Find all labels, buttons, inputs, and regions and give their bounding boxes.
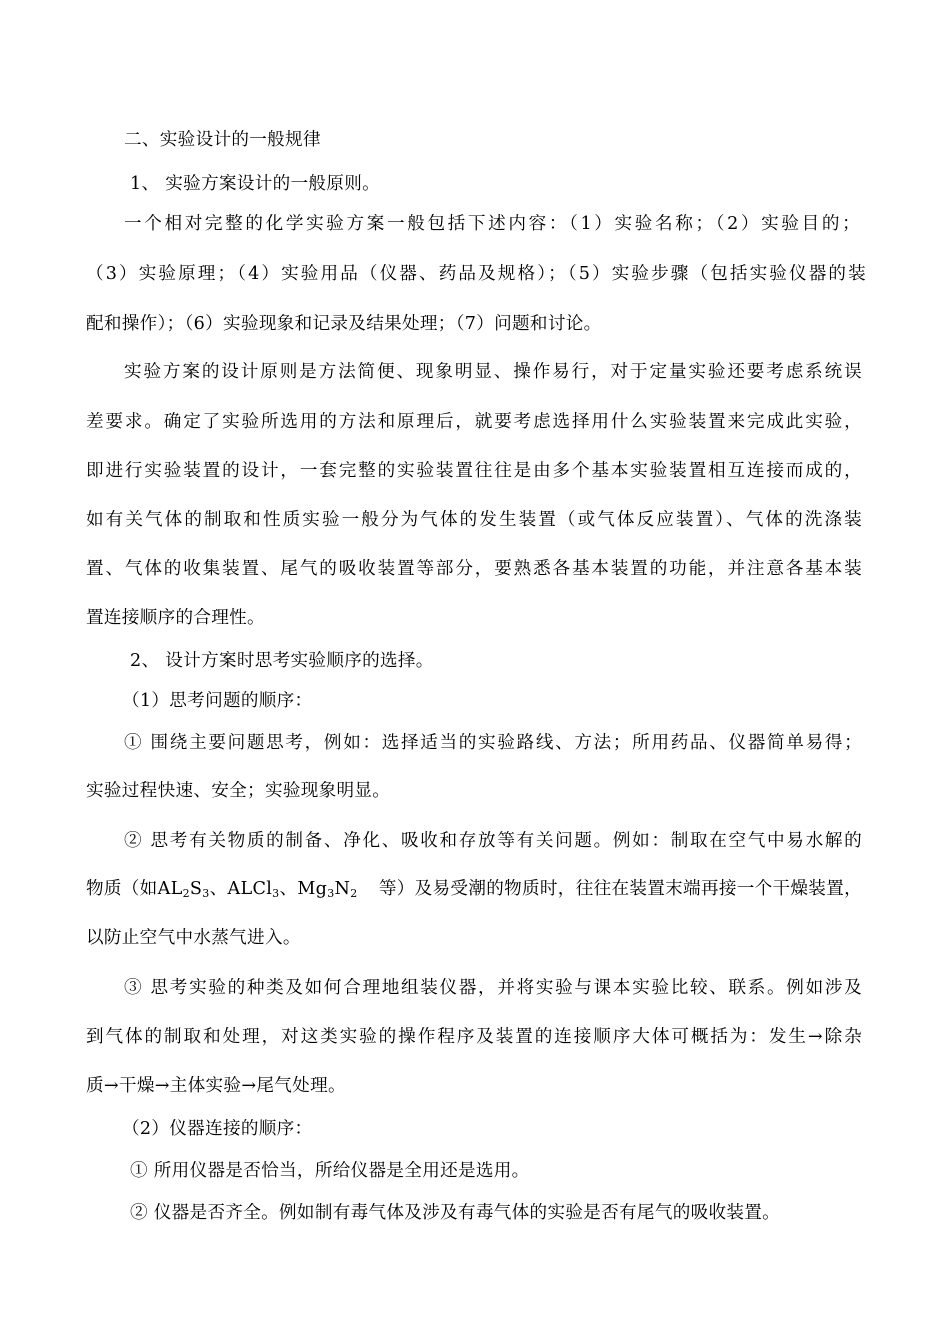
para2-line6: 置连接顺序的合理性。 [86, 608, 265, 628]
para1-line3: 配和操作）；（6）实验现象和记录及结果处理；（7）问题和讨论。 [86, 314, 602, 334]
conn-item1: ① 所用仪器是否恰当，所给仪器是全用还是选用。 [130, 1161, 530, 1181]
point2-line2-rest: 等）及易受潮的物质时，往往在装置末端再接一个干燥装置， [378, 879, 862, 899]
para2-line3: 即进行实验装置的设计，一套完整的实验装置往往是由多个基本实验装置相互连接而成的， [86, 461, 862, 481]
point3-line2: 到气体的制取和处理，对这类实验的操作程序及装置的连接顺序大体可概括为：发生→除杂 [86, 1027, 862, 1047]
point1-line2: 实验过程快速、安全；实验现象明显。 [86, 781, 391, 801]
sub1-heading: （1）思考问题的顺序： [122, 691, 313, 711]
point2-line3: 以防止空气中水蒸气进入。 [86, 928, 301, 948]
point2-line2-formulas: 物质（如$AL_2S_3$、ALCl$_3$、$Mg_3N_2$ [86, 879, 358, 900]
item2-heading: 2、 设计方案时思考实验顺序的选择。 [130, 651, 434, 671]
conn-item2: ② 仪器是否齐全。例如制有毒气体及涉及有毒气体的实验是否有尾气的吸收装置。 [130, 1203, 781, 1223]
point3-line3: 质→干燥→主体实验→尾气处理。 [86, 1076, 346, 1096]
para2-line4: 如有关气体的制取和性质实验一般分为气体的发生装置（或气体反应装置）、气体的洗涤装 [86, 510, 862, 530]
para2-line2: 差要求。确定了实验所选用的方法和原理后，就要考虑选择用什么实验装置来完成此实验， [86, 412, 862, 432]
point2-line1: ② 思考有关物质的制备、净化、吸收和存放等有关问题。例如：制取在空气中易水解的 [124, 831, 862, 851]
section-heading: 二、实验设计的一般规律 [124, 130, 321, 150]
point3-line1: ③ 思考实验的种类及如何合理地组装仪器，并将实验与课本实验比较、联系。例如涉及 [124, 978, 862, 998]
para1-line1: 一个相对完整的化学实验方案一般包括下述内容：（1）实验名称；（2）实验目的； [124, 214, 860, 234]
para2-line1: 实验方案的设计原则是方法简便、现象明显、操作易行，对于定量实验还要考虑系统误 [124, 362, 862, 382]
para2-line5: 置、气体的收集装置、尾气的吸收装置等部分，要熟悉各基本装置的功能，并注意各基本装 [86, 559, 862, 579]
item1-heading: 1、 实验方案设计的一般原则。 [130, 174, 381, 194]
point1-line1: ① 围绕主要问题思考，例如：选择适当的实验路线、方法；所用药品、仪器简单易得； [124, 733, 862, 753]
para1-line2: （3）实验原理；（4）实验用品（仪器、药品及规格）；（5）实验步骤（包括实验仪器的装 [86, 264, 866, 284]
point2-line2 [86, 877, 862, 901]
sub2-heading: （2）仪器连接的顺序： [122, 1119, 313, 1139]
